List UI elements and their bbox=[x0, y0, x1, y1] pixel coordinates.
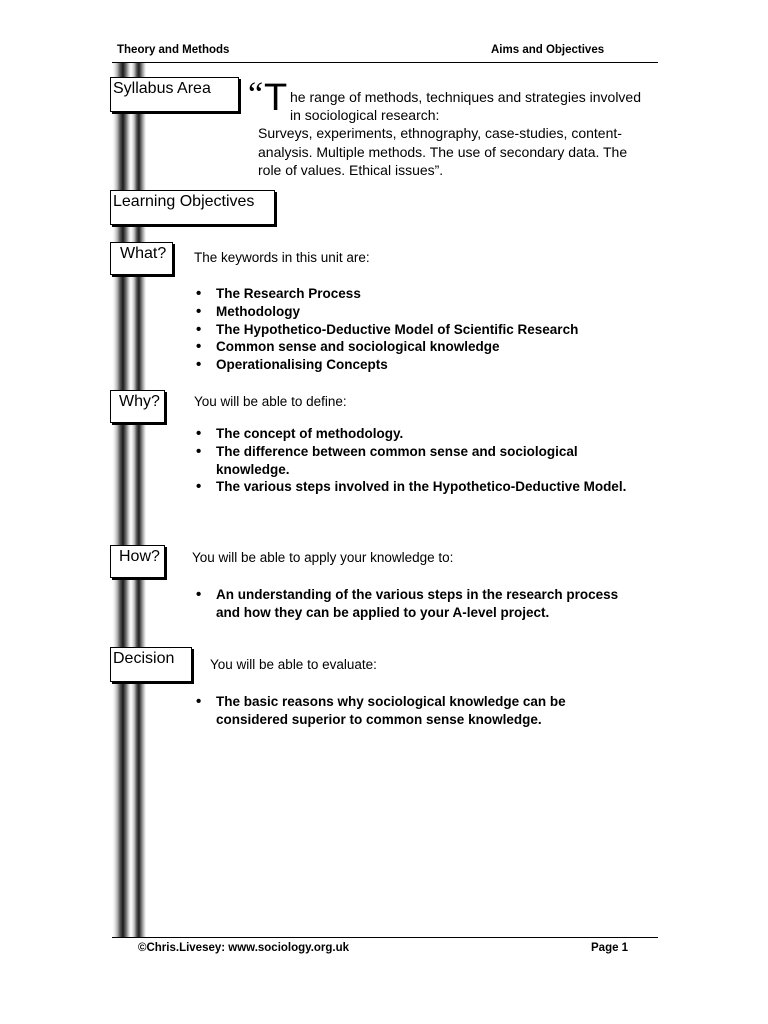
why-label: Why? bbox=[119, 393, 160, 410]
what-keyword-list bbox=[194, 285, 654, 374]
learning-objectives-label: Learning Objectives bbox=[113, 193, 255, 210]
why-objective-list bbox=[194, 425, 644, 496]
list-item: • The Research Process bbox=[194, 285, 654, 303]
open-quote-mark: “ bbox=[248, 76, 264, 113]
list-item: • The concept of methodology. bbox=[194, 425, 644, 443]
footer-page-number: Page 1 bbox=[591, 942, 629, 954]
how-objective-list bbox=[194, 586, 624, 622]
what-label: What? bbox=[120, 245, 167, 262]
syllabus-line-5: role of values. Ethical issues”. bbox=[258, 162, 444, 178]
header-right-title: Aims and Objectives bbox=[491, 44, 605, 56]
list-item: • Operationalising Concepts bbox=[194, 356, 654, 374]
how-intro: You will be able to apply your knowledge to: bbox=[192, 550, 454, 565]
decision-label: Decision bbox=[113, 650, 175, 667]
header-left-title: Theory and Methods bbox=[117, 44, 230, 56]
why-intro: You will be able to define: bbox=[194, 394, 347, 409]
learning-objectives-box bbox=[110, 190, 275, 225]
footer-rule bbox=[112, 937, 658, 938]
syllabus-line-3: Surveys, experiments, ethnography, case-studies, content- bbox=[258, 125, 622, 141]
decision-intro: You will be able to evaluate: bbox=[210, 657, 377, 672]
why-box bbox=[110, 390, 165, 423]
footer-copyright: ©Chris.Livesey: www.sociology.org.uk bbox=[138, 942, 350, 954]
how-label: How? bbox=[119, 548, 160, 565]
how-box bbox=[110, 545, 165, 578]
syllabus-area-box bbox=[110, 77, 239, 112]
what-intro: The keywords in this unit are: bbox=[194, 250, 370, 265]
list-item: • Common sense and sociological knowledge bbox=[194, 338, 654, 356]
syllabus-line-4: analysis. Multiple methods. The use of secondary data. The bbox=[258, 144, 628, 160]
decision-objective-list bbox=[194, 693, 624, 729]
syllabus-area-label: Syllabus Area bbox=[113, 80, 211, 97]
list-item: • The Hypothetico-Deductive Model of Scientific Research bbox=[194, 321, 654, 339]
header-rule bbox=[112, 62, 658, 63]
list-item: • The basic reasons why sociological knowledge can be considered superior to common sense knowledge. bbox=[194, 693, 624, 729]
syllabus-line-2: in sociological research: bbox=[290, 107, 440, 123]
drop-cap-initial: T bbox=[264, 77, 288, 119]
what-box bbox=[110, 242, 173, 275]
list-item: • The difference between common sense and sociological knowledge. bbox=[194, 443, 644, 479]
syllabus-line-1: he range of methods, techniques and strategies involved bbox=[290, 89, 642, 105]
list-item: • Methodology bbox=[194, 303, 654, 321]
list-item: • The various steps involved in the Hypothetico-Deductive Model. bbox=[194, 478, 644, 496]
list-item: • An understanding of the various steps in the research process and how they can be applied to your A-level project. bbox=[194, 586, 624, 622]
decision-box bbox=[110, 647, 192, 682]
